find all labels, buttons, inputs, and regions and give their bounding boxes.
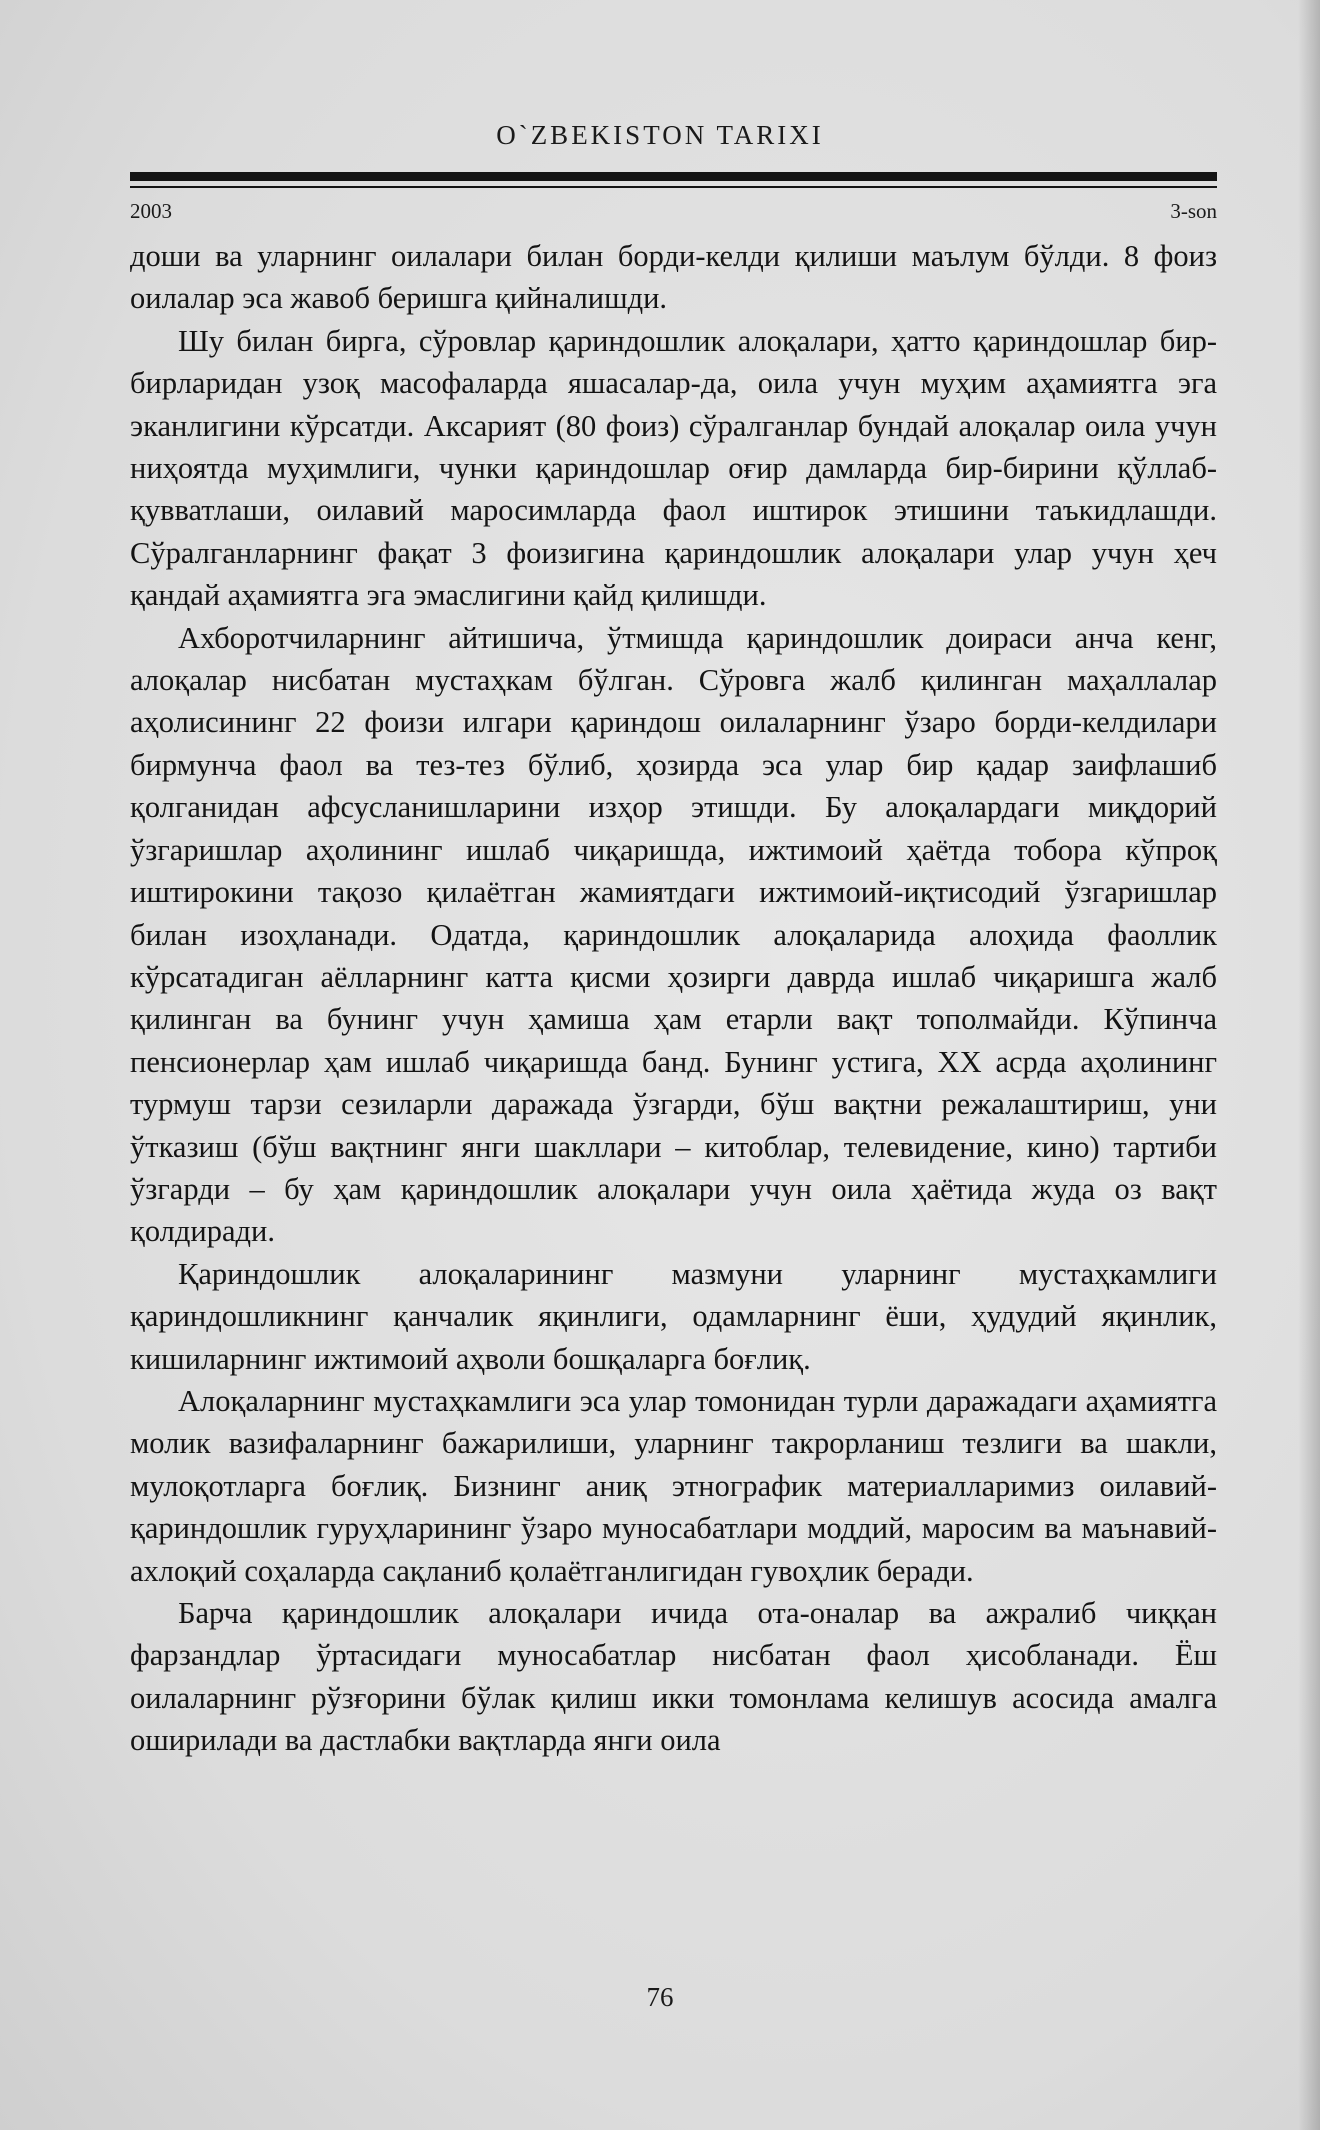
paragraph: Алоқаларнинг мустаҳкамлиги эса улар томонидан турли даражадаги аҳамиятга молик вазифаларнинг бажарилиши, уларнинг такрорланиш тезлиги ва шакли, мулоқотларга боғлиқ. Бизнинг аниқ этнографик материалларимиз оилавий-қариндошлик гуруҳларининг ўзаро муносабатлари моддий, маросим ва маънавий-ахлоқий соҳаларда сақланиб қолаётганлигидан гувоҳлик беради. [130, 1383, 1217, 1588]
paragraph: Барча қариндошлик алоқалари ичида ота-оналар ва ажралиб чиққан фарзандлар ўртасидаги муносабатлар нисбатан фаол ҳисобланади. Ёш оилаларнинг рўзғорини бўлак қилиш икки томонлама келишув асосида амалга оширилади ва дастлабки вақтларда янги оила [130, 1596, 1217, 1758]
issue-number: 3-son [1170, 199, 1217, 223]
journal-title: O`ZBEKISTON TARIXI [496, 120, 824, 150]
header-rule-thick [130, 172, 1217, 181]
paragraph: Ахборотчиларнинг айтишича, ўтмишда қариндошлик доираси анча кенг, алоқалар нисбатан мустаҳкам бўлган. Сўровга жалб қилинган маҳаллалар аҳолисининг 22 фоизи илгари қариндош оилаларнинг ўзаро борди-келдилари бирмунча фаол ва тез-тез бўлиб, ҳозирда эса улар бир қадар заифлашиб қолганидан афсусланишларини изҳор этишди. Бу алоқалардаги миқдорий ўзгаришлар аҳолининг ишлаб чиқаришда, ижтимоий ҳаётда тобора кўпроқ иштирокини тақозо қилаётган жамиятдаги ижтимоий-иқтисодий ўзгаришлар билан изоҳланади. Одатда, қариндошлик алоқаларида алоҳида фаоллик кўрсатадиган аёлларнинг катта қисми ҳозирги даврда ишлаб чиқаришга жалб қилинган ва бунинг учун ҳамиша ҳам етарли вақт тополмайди. Кўпинча пенсионерлар ҳам ишлаб чиқаришда банд. Бунинг устига, ХХ асрда аҳолининг турмуш тарзи сезиларли даражада ўзгарди, бўш вақтни режалаштириш, уни ўтказиш (бўш вақтнинг янги шакллари – китоблар, телевидение, кино) тартиби ўзгарди – бу ҳам қариндошлик алоқалари учун оила ҳаётида жуда оз вақт қолдиради. [130, 620, 1217, 1249]
page-edge-shadow [1298, 0, 1320, 2130]
paragraph: Шу билан бирга, сўровлар қариндошлик алоқалари, ҳатто қариндошлар бир-бирларидан узоқ масофаларда яшасалар-да, оила учун муҳим аҳамиятга эга эканлигини кўрсатди. Аксарият (80 фоиз) сўралганлар бундай алоқалар оила учун ниҳоятда муҳимлиги, чунки қариндошлар оғир дамларда бир-бирини қўллаб-қувватлаши, оилавий маросимларда фаол иштирок этишини таъкидлашди. Сўралганларнинг фақат 3 фоизигина қариндошлик алоқалари улар учун ҳеч қандай аҳамиятга эга эмаслигини қайд қилишди. [130, 323, 1217, 613]
article-body [130, 235, 1217, 1762]
header-rule-thin [130, 186, 1217, 188]
page-number: 76 [646, 1982, 674, 2012]
paragraph: Қариндошлик алоқаларининг мазмуни уларнинг мустаҳкамлиги қариндошликнинг қанчалик яқинлиги, одамларнинг ёши, ҳудудий яқинлик, кишиларнинг ижтимоий аҳволи бошқаларга боғлиқ. [130, 1256, 1217, 1376]
paragraph-continued: доши ва уларнинг оилалари билан борди-келди қилиши маълум бўлди. 8 фоиз оилалар эса жавоб беришга қийналишди. [130, 239, 1217, 316]
publication-year: 2003 [130, 199, 172, 223]
